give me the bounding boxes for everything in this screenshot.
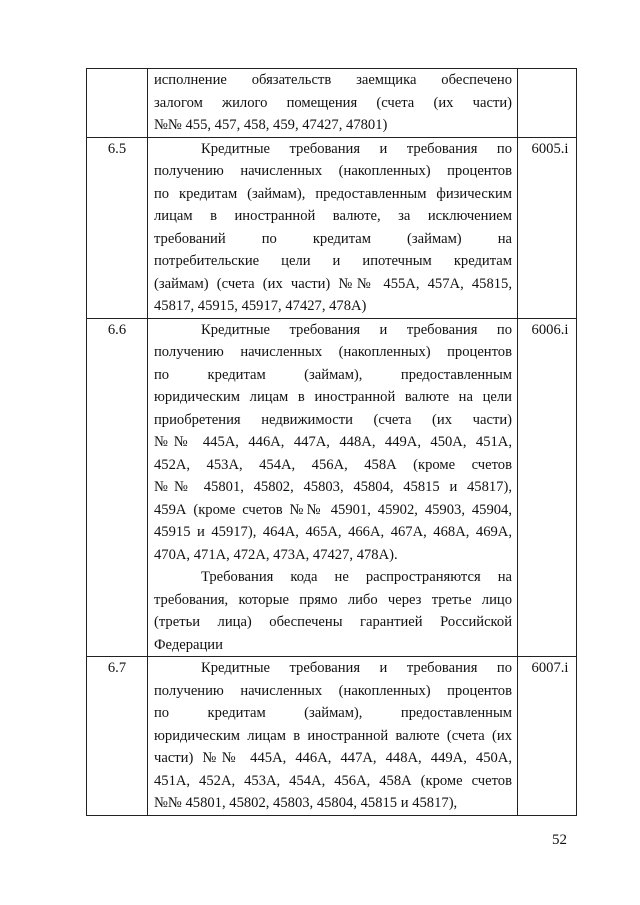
table-row xyxy=(87,318,577,657)
description-line: по кредитам (займам), предоставленным физическим xyxy=(154,185,512,202)
description-line: получению начисленных (накопленных) процентов xyxy=(154,344,512,360)
description-line: 452А, 453А, 454А, 456А, 458А (кроме счетов xyxy=(154,456,512,473)
description-line: части) №№ 445А, 446А, 447А, 448А, 449А, 450А, xyxy=(154,750,512,766)
row-description xyxy=(148,69,518,138)
row-code xyxy=(518,69,577,138)
description-line: 470А, 471А, 472А, 473А, 47427, 478А). xyxy=(154,546,398,563)
description-line: №№ 45801, 45802, 45803, 45804, 45815 и 45817), xyxy=(154,795,458,811)
row-description xyxy=(148,657,518,816)
row-number: 6.6 xyxy=(87,318,148,657)
row-code: 6005.i xyxy=(518,137,577,318)
description-line: Требования кода не распространяются на xyxy=(201,569,512,585)
description-line: Кредитные требования и требования по xyxy=(201,660,512,676)
description-line: №№ 445А, 446А, 447А, 448А, 449А, 450А, 451А, xyxy=(154,434,512,450)
page-number: 52 xyxy=(552,832,567,848)
description-line: 45915 и 45917), 464А, 465А, 466А, 467А, 468А, 469А, xyxy=(154,524,512,540)
description-line: (займам) (счета (их части) №№ 455А, 457А, 45815, xyxy=(154,275,512,292)
description-line: юридическим лицам в иностранной валюте на цели xyxy=(154,389,512,405)
description-line: №№ 45801, 45802, 45803, 45804, 45815 и 45817), xyxy=(154,479,512,495)
description-line: потребительские цели и ипотечным кредитам xyxy=(154,253,512,269)
row-number: 6.7 xyxy=(87,657,148,816)
row-code: 6006.i xyxy=(518,318,577,657)
description-line: по кредитам (займам), предоставленным xyxy=(154,366,512,383)
description-line: Кредитные требования и требования по xyxy=(201,321,512,338)
row-code: 6007.i xyxy=(518,657,577,816)
description-line: №№ 455, 457, 458, 459, 47427, 47801) xyxy=(154,117,388,133)
row-number xyxy=(87,69,148,138)
description-line: получению начисленных (накопленных) процентов xyxy=(154,682,512,699)
description-line: по кредитам (займам), предоставленным xyxy=(154,705,512,721)
description-line: требований по кредитам (займам) на xyxy=(154,230,512,247)
row-number: 6.5 xyxy=(87,137,148,318)
table-row xyxy=(87,137,577,318)
description-line: юридическим лицам в иностранной валюте (счета (их xyxy=(154,727,512,744)
description-line: 459А (кроме счетов №№ 45901, 45902, 45903, 45904, xyxy=(154,501,512,518)
description-line: Федерации xyxy=(154,636,223,653)
description-line: 451А, 452А, 453А, 454А, 456А, 458А (кроме счетов xyxy=(154,772,512,789)
codes-table xyxy=(86,68,577,816)
table-row xyxy=(87,69,577,138)
description-line: 45817, 45915, 45917, 47427, 478А) xyxy=(154,298,367,314)
row-description xyxy=(148,318,518,657)
description-line: исполнение обязательств заемщика обеспечено xyxy=(154,72,512,88)
description-line: лицам в иностранной валюте, за исключением xyxy=(154,208,512,224)
description-line: требования, которые прямо либо через третье лицо xyxy=(154,591,512,608)
description-line: залогом жилого помещения (счета (их части) xyxy=(154,94,512,111)
row-description xyxy=(148,137,518,318)
description-line: (третьи лица) обеспечены гарантией Российской xyxy=(154,614,512,630)
table-row xyxy=(87,657,577,816)
description-line: Кредитные требования и требования по xyxy=(201,140,512,157)
description-line: получению начисленных (накопленных) процентов xyxy=(154,163,512,179)
description-line: приобретения недвижимости (счета (их части) xyxy=(154,411,512,428)
